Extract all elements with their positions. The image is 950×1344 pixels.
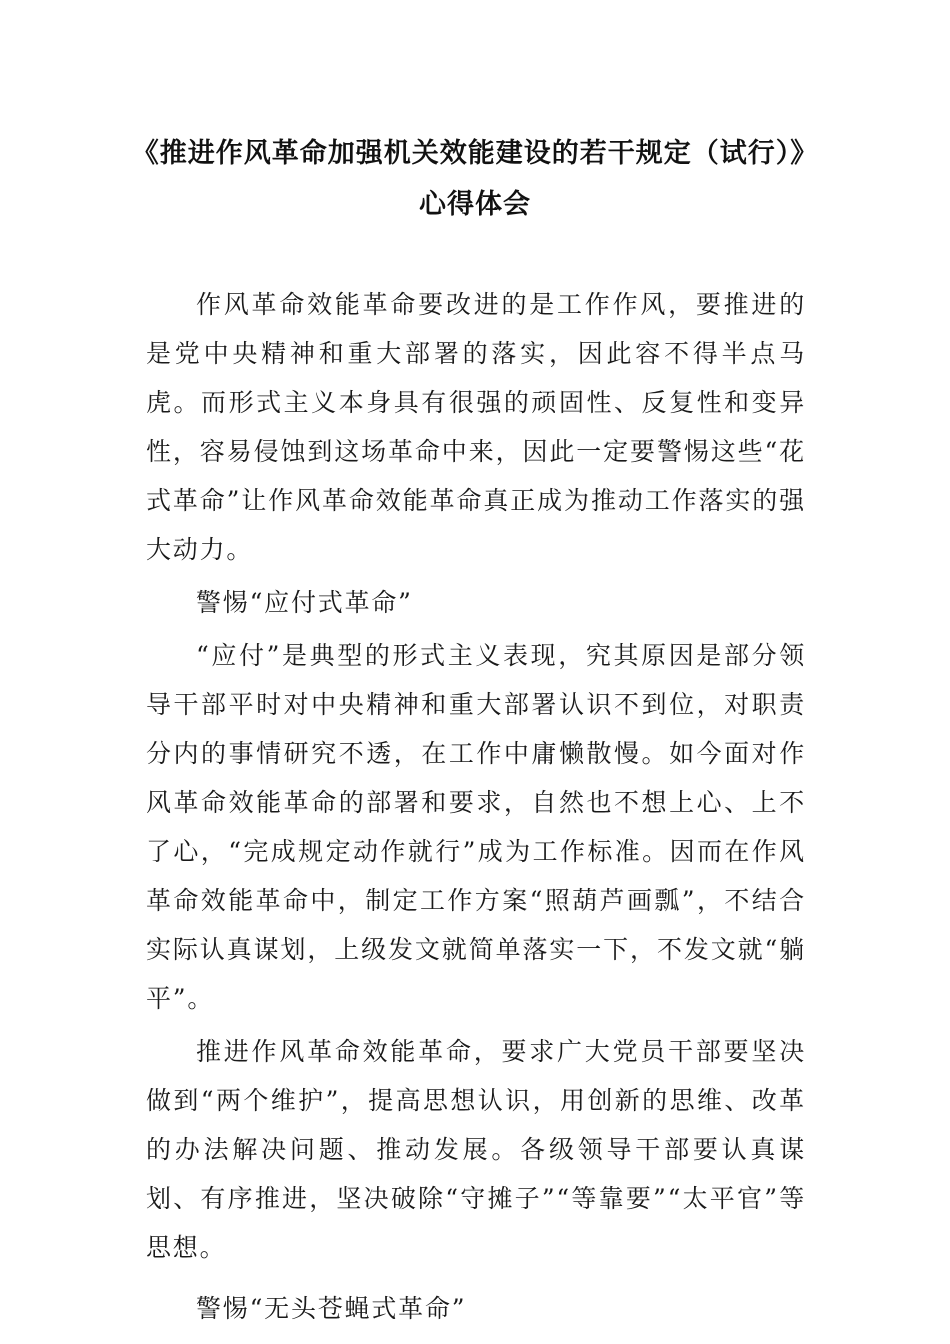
document-title: 《推进作风革命加强机关效能建设的若干规定（试行）》心得体会 [131,138,819,220]
paragraph-perfunctory-analysis: “应付”是典型的形式主义表现，究其原因是部分领导干部平时对中央精神和重大部署认识不到位，对职责分内的事情研究不透，在工作中庸懒散慢。如今面对作风革命效能革命的部署和要求，自然也不想上心、上不了心，“完成规定动作就行”成为工作标准。因而在作风革命效能革命中，制定工作方案“照葫芦画瓢”，不结合实际认真谋划，上级发文就简单落实一下，不发文就“躺平”。 [146,641,806,1013]
section-heading-headless-fly: 警惕“无头苍蝇式革命” [196,1294,467,1323]
section-heading-perfunctory: 警惕“应付式革命” [196,588,413,617]
paragraph-requirements: 推进作风革命效能革命，要求广大党员干部要坚决做到“两个维护”，提高思想认识，用创新的思维、改革的办法解决问题、推动发展。各级领导干部要认真谋划、有序推进，坚决破除“守摊子”“等靠要”“太平官”等思想。 [146,1037,806,1262]
paragraph-intro: 作风革命效能革命要改进的是工作作风，要推进的是党中央精神和重大部署的落实，因此容不得半点马虎。而形式主义本身具有很强的顽固性、反复性和变异性，容易侵蚀到这场革命中来，因此一定要警惕这些“花式革命”让作风革命效能革命真正成为推动工作落实的强大动力。 [146,290,806,564]
document-body [146,280,806,1333]
